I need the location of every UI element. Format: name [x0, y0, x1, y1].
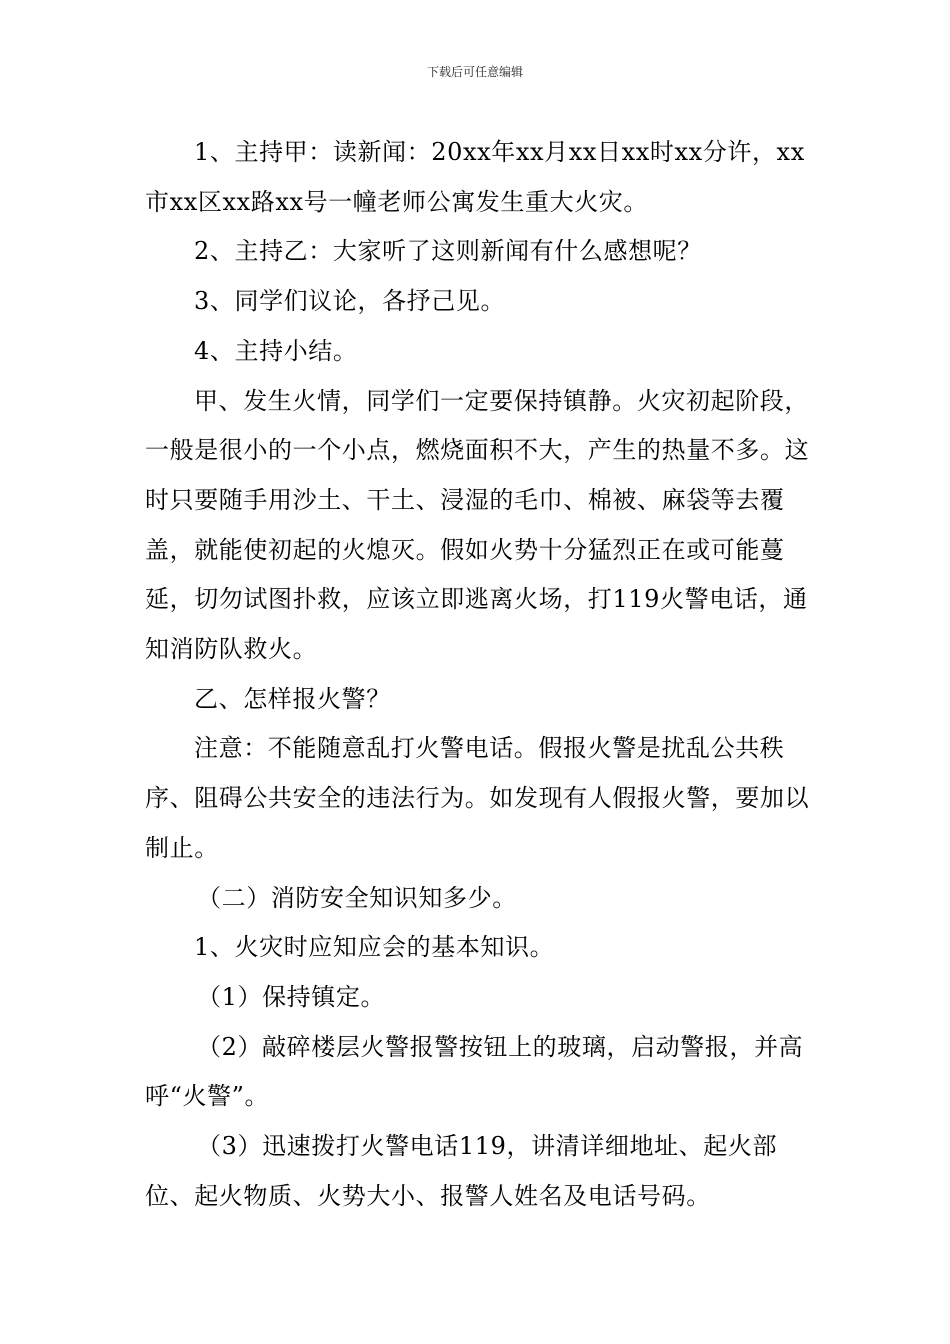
- page-header: 下载后可任意编辑: [426, 65, 523, 79]
- paragraph-news: 1、主持甲：读新闻：20xx年xx月xx日xx时xx分许，xx市xx区xx路xx号一幢老师公寓发生重大火灾。: [145, 138, 805, 216]
- section-heading-fire-safety: （二）消防安全知识知多少。: [197, 883, 517, 912]
- paragraph-fire-response: 甲、发生火情，同学们一定要保持镇静。火灾初起阶段，一般是很小的一个小点，燃烧面积不大，产生的热量不多。这时只要随手用沙土、干土、浸湿的毛巾、棉被、麻袋等去覆盖，就能使初起的火熄灭。假如火势十分猛烈正在或可能蔓延，切勿试图扑救，应该立即逃离火场，打119火警电话，通知消防队救火。: [145, 386, 810, 664]
- list-item-stay-calm: （1）保持镇定。: [197, 982, 386, 1011]
- document-body: [145, 128, 825, 1221]
- paragraph-how-to-report: 乙、怎样报火警？: [194, 684, 391, 713]
- paragraph-basic-knowledge: 1、火灾时应知应会的基本知识。: [194, 933, 555, 962]
- list-item-alarm-button: （2）敲碎楼层火警报警按钮上的玻璃，启动警报，并高呼“火警”。: [145, 1032, 804, 1111]
- paragraph-false-alarm-note: 注意：不能随意乱打火警电话。假报火警是扰乱公共秩序、阻碍公共安全的违法行为。如发现有人假报火警，要加以制止。: [145, 734, 810, 862]
- list-item-call-119: （3）迅速拨打火警电话119，讲清详细地址、起火部位、起火物质、火势大小、报警人姓名及电话号码。: [145, 1132, 778, 1210]
- paragraph-host-b-question: 2、主持乙：大家听了这则新闻有什么感想呢？: [194, 237, 702, 266]
- paragraph-discussion: 3、同学们议论，各抒己见。: [194, 287, 506, 316]
- paragraph-summary-heading: 4、主持小结。: [194, 336, 358, 365]
